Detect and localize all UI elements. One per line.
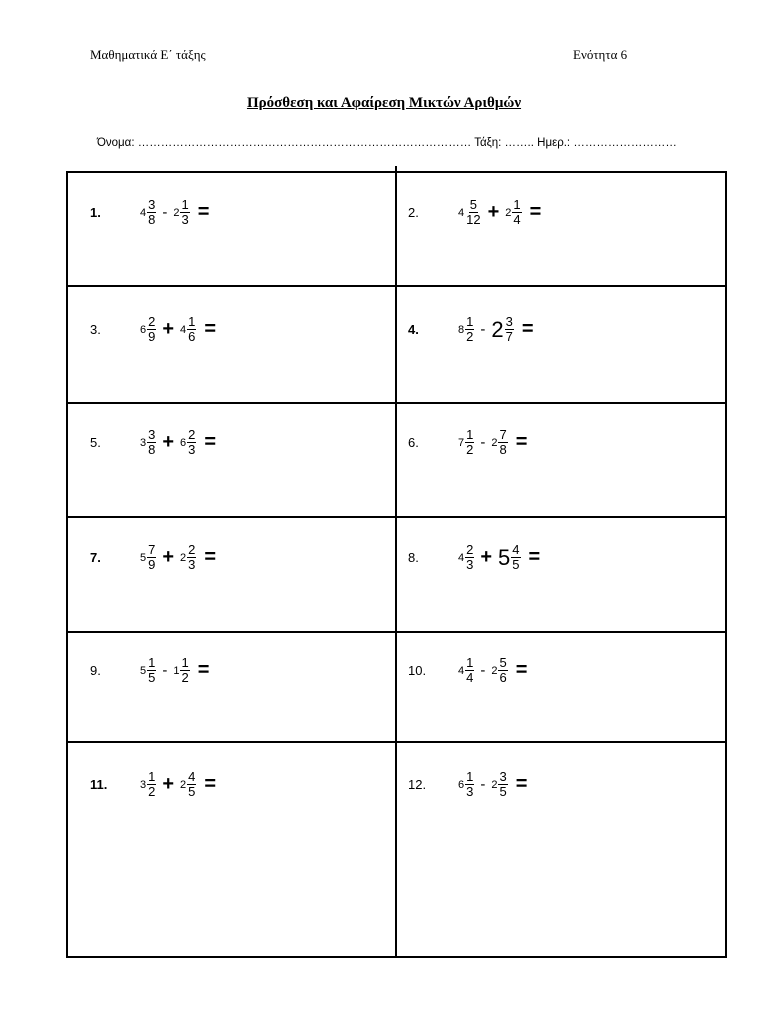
denominator: 7 (505, 329, 513, 344)
exercise-expression (456, 656, 527, 685)
denominator: 8 (499, 442, 507, 457)
exercise-expression (456, 198, 541, 227)
denominator: 5 (512, 557, 520, 572)
fraction (147, 656, 156, 685)
exercise-expression (456, 315, 534, 344)
exercise-expression (138, 315, 216, 344)
exercise (90, 770, 216, 799)
mixed-number-2 (498, 543, 520, 572)
exercise-number: 5. (90, 435, 101, 450)
operator: + (480, 546, 493, 568)
denominator: 8 (148, 442, 156, 457)
numerator: 4 (512, 542, 520, 557)
fraction (505, 315, 514, 344)
denominator: 2 (466, 329, 474, 344)
mixed-number-1 (140, 656, 156, 685)
fraction (187, 543, 196, 572)
fraction (465, 315, 474, 344)
exercise (408, 428, 527, 457)
whole-part: 8 (458, 323, 465, 336)
numerator: 5 (469, 197, 477, 212)
operator: + (162, 431, 175, 453)
student-info-line: Όνομα: …………………………………………………………………………… Τάξη: …….. Ημερ.: ……………………… (97, 137, 677, 149)
operator: + (162, 773, 175, 795)
numerator: 3 (499, 769, 507, 784)
fraction (498, 428, 507, 457)
mixed-number-1 (140, 770, 156, 799)
numerator: 2 (188, 542, 196, 557)
operator: - (480, 776, 486, 793)
denominator: 9 (148, 557, 156, 572)
fraction (187, 315, 196, 344)
mixed-number-1 (458, 198, 482, 227)
mixed-number-2 (180, 315, 196, 344)
whole-part: 2 (491, 778, 498, 791)
fraction (465, 543, 474, 572)
fraction (147, 770, 156, 799)
whole-part: 5 (140, 551, 147, 564)
denominator: 3 (466, 784, 474, 799)
numerator: 1 (513, 197, 521, 212)
fraction (512, 198, 521, 227)
mixed-number-2 (505, 198, 521, 227)
numerator: 1 (181, 655, 189, 670)
grid-row-divider (66, 402, 727, 404)
numerator: 4 (188, 769, 196, 784)
whole-part: 2 (180, 778, 187, 791)
numerator: 7 (499, 427, 507, 442)
numerator: 3 (505, 314, 513, 329)
exercise-expression (138, 656, 209, 685)
exercise-number: 6. (408, 435, 419, 450)
whole-part: 3 (140, 436, 147, 449)
equals-sign: = (197, 201, 210, 223)
exercise-number: 2. (408, 205, 419, 220)
mixed-number-2 (491, 315, 513, 344)
operator: - (162, 662, 168, 679)
exercise (408, 198, 541, 227)
exercise-number: 1. (90, 205, 101, 220)
numerator: 1 (148, 655, 156, 670)
operator: + (162, 318, 175, 340)
mixed-number-1 (458, 543, 474, 572)
equals-sign: = (204, 546, 217, 568)
denominator: 2 (466, 442, 474, 457)
whole-part: 2 (491, 316, 504, 342)
fraction (180, 198, 189, 227)
whole-part: 6 (180, 436, 187, 449)
operator: - (480, 662, 486, 679)
fraction (147, 543, 156, 572)
denominator: 2 (148, 784, 156, 799)
whole-part: 5 (140, 664, 147, 677)
denominator: 3 (181, 212, 189, 227)
whole-part: 2 (491, 436, 498, 449)
exercise-number: 12. (408, 777, 427, 792)
operator: + (162, 546, 175, 568)
numerator: 3 (148, 197, 156, 212)
exercise-expression (456, 543, 540, 572)
fraction (465, 656, 474, 685)
numerator: 2 (466, 542, 474, 557)
fraction (147, 428, 156, 457)
exercise (90, 656, 209, 685)
numerator: 1 (188, 314, 196, 329)
equals-sign: = (521, 318, 534, 340)
denominator: 5 (188, 784, 196, 799)
whole-part: 4 (458, 551, 465, 564)
numerator: 1 (148, 769, 156, 784)
mixed-number-1 (458, 315, 474, 344)
equals-sign: = (515, 659, 528, 681)
fraction (147, 198, 156, 227)
exercise-expression (456, 770, 527, 799)
header-unit: Ενότητα 6 (573, 47, 628, 62)
fraction (147, 315, 156, 344)
mixed-number-2 (491, 428, 507, 457)
exercise (408, 656, 527, 685)
grid-row-divider (66, 516, 727, 518)
exercise-expression (138, 543, 216, 572)
mixed-number-1 (140, 198, 156, 227)
mixed-number-2 (491, 656, 507, 685)
operator: - (162, 204, 168, 221)
numerator: 3 (148, 427, 156, 442)
exercise (90, 428, 216, 457)
exercise-expression (138, 198, 209, 227)
fraction (187, 770, 196, 799)
denominator: 6 (188, 329, 196, 344)
exercise-expression (138, 428, 216, 457)
denominator: 5 (148, 670, 156, 685)
denominator: 3 (466, 557, 474, 572)
exercise (90, 543, 216, 572)
header-subject: Μαθηματικά Ε΄ τάξης (90, 47, 206, 62)
whole-part: 6 (458, 778, 465, 791)
whole-part: 5 (498, 544, 511, 570)
operator: - (480, 434, 486, 451)
mixed-number-1 (140, 315, 156, 344)
exercise (408, 770, 527, 799)
denominator: 4 (513, 212, 521, 227)
mixed-number-1 (458, 428, 474, 457)
grid-row-divider (66, 741, 727, 743)
exercise-number: 3. (90, 322, 101, 337)
fraction (498, 770, 507, 799)
exercise-expression (456, 428, 527, 457)
mixed-number-2 (491, 770, 507, 799)
numerator: 5 (499, 655, 507, 670)
whole-part: 2 (180, 551, 187, 564)
mixed-number-2 (173, 198, 189, 227)
equals-sign: = (515, 431, 528, 453)
equals-sign: = (515, 773, 528, 795)
denominator: 6 (499, 670, 507, 685)
fraction (465, 198, 481, 227)
whole-part: 4 (458, 206, 465, 219)
equals-sign: = (204, 318, 217, 340)
whole-part: 3 (140, 778, 147, 791)
denominator: 3 (188, 557, 196, 572)
exercise-number: 4. (408, 322, 419, 337)
numerator: 2 (188, 427, 196, 442)
exercise-number: 7. (90, 550, 101, 565)
numerator: 1 (466, 314, 474, 329)
exercise-number: 11. (90, 777, 108, 792)
denominator: 5 (499, 784, 507, 799)
mixed-number-2 (180, 770, 196, 799)
equals-sign: = (204, 773, 217, 795)
fraction (180, 656, 189, 685)
grid-row-divider (66, 285, 727, 287)
numerator: 1 (466, 655, 474, 670)
numerator: 2 (148, 314, 156, 329)
numerator: 1 (181, 197, 189, 212)
denominator: 3 (188, 442, 196, 457)
page-title: Πρόσθεση και Αφαίρεση Μικτών Αριθμών (246, 95, 522, 111)
grid-row-divider (66, 631, 727, 633)
exercise (90, 198, 209, 227)
whole-part: 4 (458, 664, 465, 677)
exercise (90, 315, 216, 344)
mixed-number-1 (140, 543, 156, 572)
whole-part: 6 (140, 323, 147, 336)
equals-sign: = (528, 546, 541, 568)
whole-part: 2 (491, 664, 498, 677)
mixed-number-2 (180, 428, 196, 457)
denominator: 12 (466, 212, 481, 227)
fraction (498, 656, 507, 685)
exercise-number: 8. (408, 550, 419, 565)
fraction (465, 770, 474, 799)
equals-sign: = (197, 659, 210, 681)
mixed-number-1 (140, 428, 156, 457)
fraction (465, 428, 474, 457)
exercise-expression (138, 770, 216, 799)
numerator: 7 (148, 542, 156, 557)
mixed-number-2 (173, 656, 189, 685)
exercise-number: 9. (90, 663, 101, 678)
exercise (408, 315, 534, 344)
equals-sign: = (204, 431, 217, 453)
denominator: 9 (148, 329, 156, 344)
whole-part: 2 (505, 206, 512, 219)
whole-part: 4 (180, 323, 187, 336)
denominator: 2 (181, 670, 189, 685)
fraction (187, 428, 196, 457)
equals-sign: = (529, 201, 542, 223)
numerator: 1 (466, 427, 474, 442)
denominator: 8 (148, 212, 156, 227)
whole-part: 1 (173, 664, 180, 677)
operator: + (487, 201, 500, 223)
mixed-number-1 (458, 770, 474, 799)
exercise-number: 10. (408, 663, 427, 678)
mixed-number-2 (180, 543, 196, 572)
numerator: 1 (466, 769, 474, 784)
operator: - (480, 321, 486, 338)
whole-part: 2 (173, 206, 180, 219)
whole-part: 4 (140, 206, 147, 219)
exercise (408, 543, 540, 572)
fraction (511, 543, 520, 572)
whole-part: 7 (458, 436, 465, 449)
denominator: 4 (466, 670, 474, 685)
mixed-number-1 (458, 656, 474, 685)
